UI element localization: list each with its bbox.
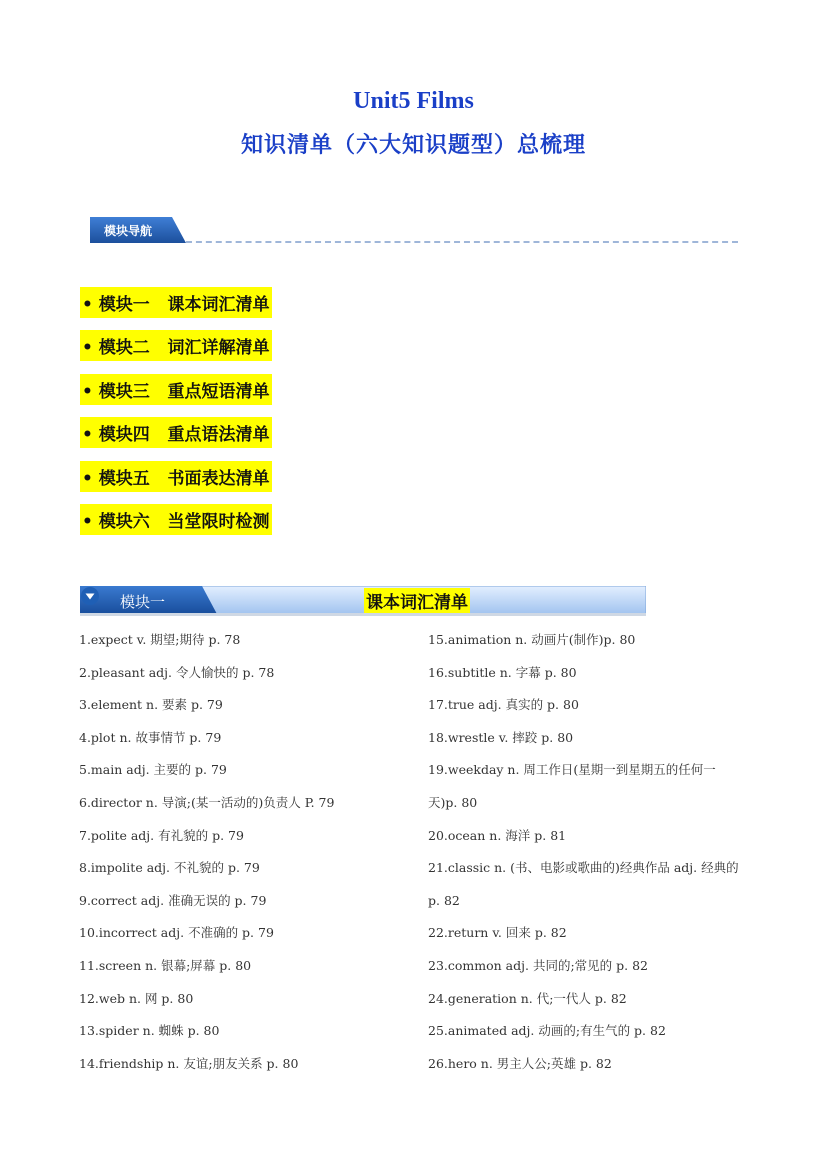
vocab-item: 12.web n. 网 p. 80 bbox=[79, 990, 194, 1006]
vocab-item: 19.weekday n. 周工作日(星期一到星期五的任何一 bbox=[428, 762, 716, 778]
module-label: • 模块六 当堂限时检测 bbox=[80, 504, 272, 535]
module-link-5[interactable] bbox=[80, 461, 272, 489]
vocab-item: 8.impolite adj. 不礼貌的 p. 79 bbox=[79, 860, 260, 876]
vocab-item: 3.element n. 要素 p. 79 bbox=[79, 697, 223, 713]
page-title: Unit5 Films bbox=[353, 88, 474, 114]
vocab-item: 25.animated adj. 动画的;有生气的 p. 82 bbox=[428, 1023, 666, 1039]
vocab-item-continued: 天)p. 80 bbox=[428, 794, 478, 810]
vocab-item: 22.return v. 回来 p. 82 bbox=[428, 925, 567, 941]
module-label: • 模块三 重点短语清单 bbox=[80, 374, 272, 405]
module-label: • 模块四 重点语法清单 bbox=[80, 417, 272, 448]
vocab-item: 5.main adj. 主要的 p. 79 bbox=[79, 762, 227, 778]
vocab-item: 26.hero n. 男主人公;英雄 p. 82 bbox=[428, 1055, 612, 1071]
module-link-1[interactable] bbox=[80, 287, 272, 315]
vocab-item: 16.subtitle n. 字幕 p. 80 bbox=[428, 664, 577, 680]
module-label: • 模块五 书面表达清单 bbox=[80, 461, 272, 492]
module-link-6[interactable] bbox=[80, 504, 272, 532]
vocab-item-continued: p. 82 bbox=[428, 892, 460, 908]
vocab-item: 21.classic n. (书、电影或歌曲的)经典作品 adj. 经典的 bbox=[428, 860, 739, 876]
vocab-item: 13.spider n. 蜘蛛 p. 80 bbox=[79, 1023, 220, 1039]
module-list bbox=[80, 287, 272, 547]
vocab-item: 23.common adj. 共同的;常见的 p. 82 bbox=[428, 957, 648, 973]
chevron-down-icon[interactable] bbox=[80, 586, 100, 606]
vocab-list-right bbox=[428, 630, 758, 1086]
module-nav-tab bbox=[90, 217, 186, 243]
vocab-item: 15.animation n. 动画片(制作)p. 80 bbox=[428, 632, 636, 647]
section-header-bar bbox=[80, 586, 646, 616]
page-subtitle: 知识清单（六大知识题型）总梳理 bbox=[240, 133, 586, 158]
vocab-item: 7.polite adj. 有礼貌的 p. 79 bbox=[79, 827, 244, 843]
module-label: • 模块二 词汇详解清单 bbox=[80, 330, 272, 361]
vocab-list-left bbox=[79, 630, 409, 1086]
module-link-2[interactable] bbox=[80, 330, 272, 358]
vocab-item: 11.screen n. 银幕;屏幕 p. 80 bbox=[79, 957, 252, 973]
section-title: 课本词汇清单 bbox=[364, 588, 470, 613]
vocab-item: 18.wrestle v. 摔跤 p. 80 bbox=[428, 729, 574, 745]
section-label: 模块一 bbox=[120, 593, 166, 611]
vocab-item: 17.true adj. 真实的 p. 80 bbox=[428, 697, 579, 713]
module-link-4[interactable] bbox=[80, 417, 272, 445]
vocab-item: 10.incorrect adj. 不准确的 p. 79 bbox=[79, 925, 274, 941]
vocab-item: 20.ocean n. 海洋 p. 81 bbox=[428, 827, 567, 843]
module-label: • 模块一 课本词汇清单 bbox=[80, 287, 272, 318]
vocab-item: 1.expect v. 期望;期待 p. 78 bbox=[79, 632, 241, 647]
vocab-item: 6.director n. 导演;(某一活动的)负责人 P. 79 bbox=[79, 794, 335, 810]
vocab-item: 4.plot n. 故事情节 p. 79 bbox=[79, 729, 222, 745]
vocab-item: 24.generation n. 代;一代人 p. 82 bbox=[428, 990, 627, 1006]
vocab-item: 2.pleasant adj. 令人愉快的 p. 78 bbox=[79, 664, 275, 680]
vocab-item: 9.correct adj. 准确无误的 p. 79 bbox=[79, 892, 267, 908]
vocab-item: 14.friendship n. 友谊;朋友关系 p. 80 bbox=[79, 1055, 299, 1071]
nav-tab-label: 模块导航 bbox=[104, 224, 153, 238]
module-link-3[interactable] bbox=[80, 374, 272, 402]
nav-divider bbox=[186, 241, 738, 243]
